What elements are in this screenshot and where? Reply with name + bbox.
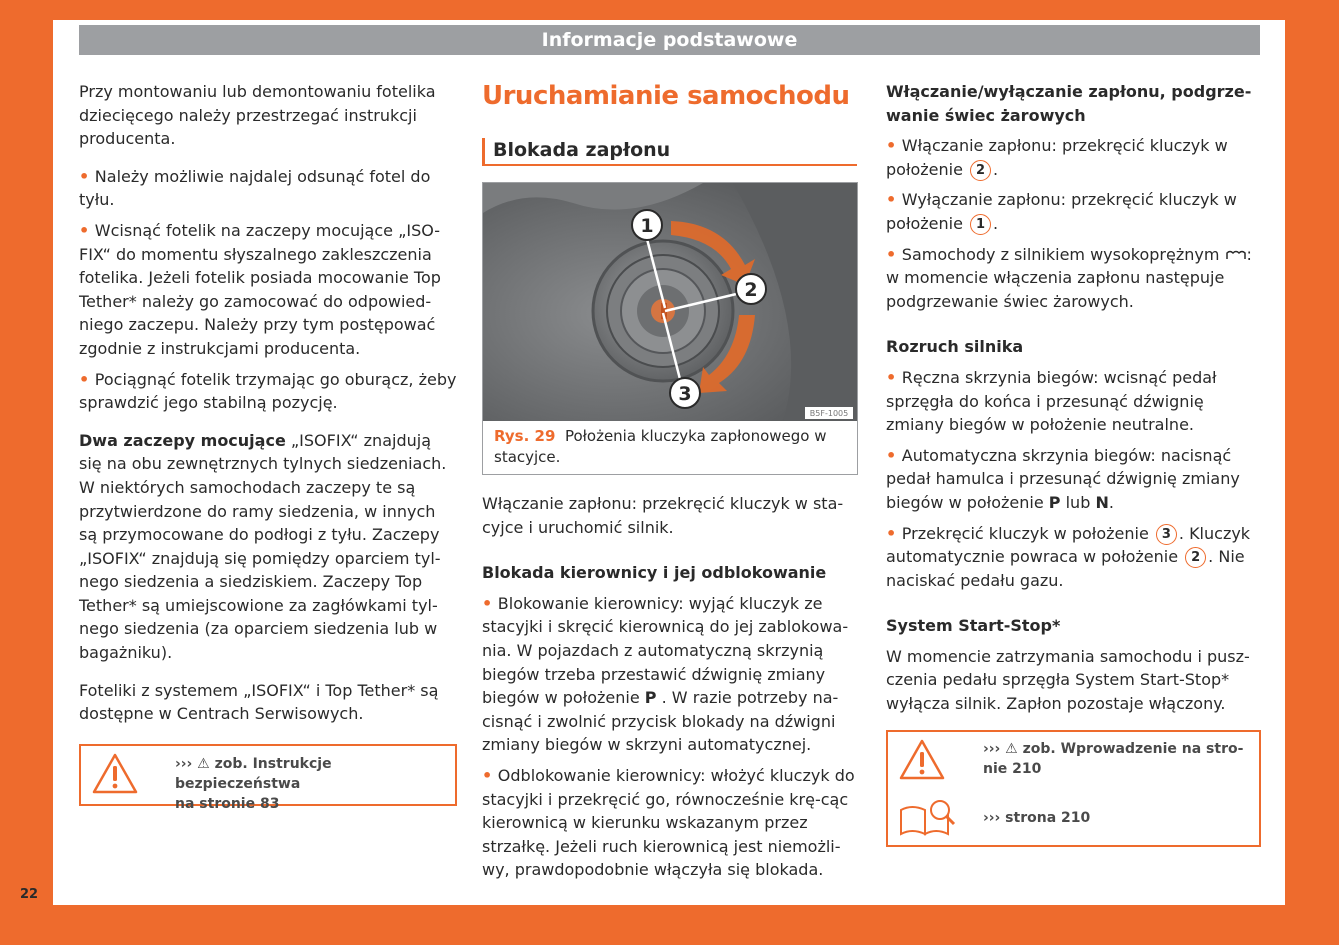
list-item: • Ręczna skrzynia biegów: wcisnąć pedał sprzęgła do końca i przesunąć dźwignię zmiany biegów w położenie neutralne. bbox=[886, 367, 1217, 435]
position-marker: 1 bbox=[970, 214, 991, 235]
list-item: • Samochody z silnikiem wysokoprężnym : w momencie włączenia zapłonu następuje podgrzewanie świec żarowych. bbox=[886, 244, 1252, 311]
page-frame-right bbox=[1285, 0, 1339, 945]
bullet-icon: • bbox=[482, 765, 498, 785]
list-item: • Należy możliwie najdalej odsunąć fotel do tyłu. bbox=[79, 166, 431, 210]
position-marker: 2 bbox=[1185, 547, 1206, 568]
list-item: • Wyłączanie zapłonu: przekręcić kluczyk w położenie 1 . bbox=[886, 190, 1237, 233]
column-right bbox=[886, 80, 1262, 847]
list-item: • Odblokowanie kierownicy: włożyć kluczyk do stacyjki i przekręcić go, równocześnie krę-cąc kierownicą w kierunku wskazanym przez strzałkę. Jeżeli ruch kierownicą jest niemożli-wy, prawdopodobnie włączyła się blokada. bbox=[482, 765, 855, 880]
warning-triangle-icon bbox=[898, 738, 946, 782]
book-magnifier-icon bbox=[898, 798, 958, 838]
heading-start-stop: System Start-Stop* bbox=[886, 616, 1061, 636]
bullet-icon: • bbox=[79, 220, 95, 240]
warning-triangle-icon bbox=[91, 752, 139, 796]
heading-engine-start: Rozruch silnika bbox=[886, 337, 1024, 357]
bullet-icon: • bbox=[79, 369, 95, 389]
heading-steering-lock: Blokada kierownicy i jej odblokowanie bbox=[482, 563, 827, 583]
section-title: Blokada zapłonu bbox=[482, 136, 857, 166]
paragraph-start-stop: W momencie zatrzymania samochodu i pusz-czenia pedału sprzęgła System Start-Stop* wyłącza silnik. Zapłon pozostaje włączony. bbox=[886, 646, 1250, 714]
list-item: • Przekręcić kluczyk w położenie 3 . Kluczyk automatycznie powraca w położenie 2 . Nie naciskać pedału gazu. bbox=[886, 523, 1251, 590]
column-left bbox=[79, 80, 457, 812]
list-item: • Automatyczna skrzynia biegów: nacisnąć pedał hamulca i przesunąć dźwignię zmiany biegów w położenie P lub N. bbox=[886, 445, 1240, 512]
warning-link[interactable]: ››› ⚠ zob. Wprowadzenie na stro- nie 210 bbox=[983, 740, 1244, 777]
figure bbox=[482, 182, 858, 475]
paragraph-isofix: Dwa zaczepy mocujące „ISOFIX“ znajdują się na obu zewnętrznych tylnych siedzeniach. W niektórych samochodach zaczepy te są przytwierdzone do ramy siedzenia, w innych są przymocowane do podłogi z tyłu. Zaczepy „ISOFIX“ znajdują się pomiędzy oparciem tyl-nego siedzenia a siedziskiem. Zaczepy Top Tether* są umiejscowione za zagłówkami tyl-nego siedzenia (za oparciem siedzenia lub w bagażniku). bbox=[79, 430, 447, 663]
list-item: • Włączanie zapłonu: przekręcić kluczyk w położenie 2 . bbox=[886, 136, 1228, 179]
list-item: • Pociągnąć fotelik trzymając go oburącz, żeby sprawdzić jego stabilną pozycję. bbox=[79, 369, 457, 413]
bullet-icon: • bbox=[482, 593, 498, 613]
figure-code: B5F-1005 bbox=[809, 409, 849, 418]
page-frame-bottom bbox=[0, 905, 1339, 945]
warning-box bbox=[886, 730, 1261, 847]
page-frame-top bbox=[0, 0, 1339, 20]
warning-box bbox=[79, 744, 457, 812]
bullet-icon: • bbox=[886, 523, 902, 543]
bullet-icon: • bbox=[886, 136, 902, 156]
ignition-lock-illustration bbox=[483, 183, 857, 421]
figure-caption: Rys. 29 Położenia kluczyka zapłonowego w stacyjce. bbox=[494, 427, 827, 466]
position-marker: 3 bbox=[1156, 524, 1177, 545]
svg-text:3: 3 bbox=[678, 383, 692, 405]
position-marker: 2 bbox=[970, 160, 991, 181]
page-frame-left bbox=[0, 0, 53, 945]
glow-plug-icon bbox=[1225, 249, 1247, 261]
column-middle bbox=[482, 80, 857, 882]
paragraph-intro: Przy montowaniu lub demontowaniu fotelika dziecięcego należy przestrzegać instrukcji producenta. bbox=[79, 82, 436, 149]
bullet-icon: • bbox=[886, 445, 902, 465]
paragraph-availability: Foteliki z systemem „ISOFIX“ i Top Tether* są dostępne w Centrach Serwisowych. bbox=[79, 680, 439, 724]
svg-text:1: 1 bbox=[640, 215, 654, 237]
bullet-icon: • bbox=[886, 367, 902, 387]
chapter-title: Uruchamianie samochodu bbox=[482, 81, 850, 111]
bullet-icon: • bbox=[79, 166, 95, 186]
section-header: Informacje podstawowe bbox=[79, 25, 1260, 55]
page-reference-link[interactable]: ››› strona 210 bbox=[983, 809, 1091, 826]
list-item: • Blokowanie kierownicy: wyjąć kluczyk ze stacyjki i skręcić kierownicą do jej zablokowa-nia. W pojazdach z automatyczną skrzynią biegów trzeba przestawić dźwignię zmiany biegów w położenie P . W razie potrzeby na-cisnąć i zwolnić przycisk blokady na dźwigni zmiany biegów w skrzyni automatycznej. bbox=[482, 593, 849, 755]
bullet-icon: • bbox=[886, 190, 902, 210]
list-item: • Wcisnąć fotelik na zaczepy mocujące „ISO-FIX“ do momentu słyszalnego zakleszczenia fotelika. Jeżeli fotelik posiada mocowanie Top Tether* należy go zamocować do odpowied-niego zaczepu. Należy przy tym postępować zgodnie z instrukcjami producenta. bbox=[79, 220, 441, 358]
bullet-icon: • bbox=[886, 244, 902, 264]
warning-link[interactable]: ››› ⚠ zob. Instrukcje bezpieczeństwa na stronie 83 bbox=[175, 755, 332, 812]
heading-ignition-glow: Włączanie/wyłączanie zapłonu, podgrze-wanie świec żarowych bbox=[886, 82, 1252, 125]
svg-text:2: 2 bbox=[744, 279, 758, 301]
page-number: 22 bbox=[20, 887, 39, 902]
paragraph-ignition: Włączanie zapłonu: przekręcić kluczyk w sta-cyjce i uruchomić silnik. bbox=[482, 494, 844, 537]
